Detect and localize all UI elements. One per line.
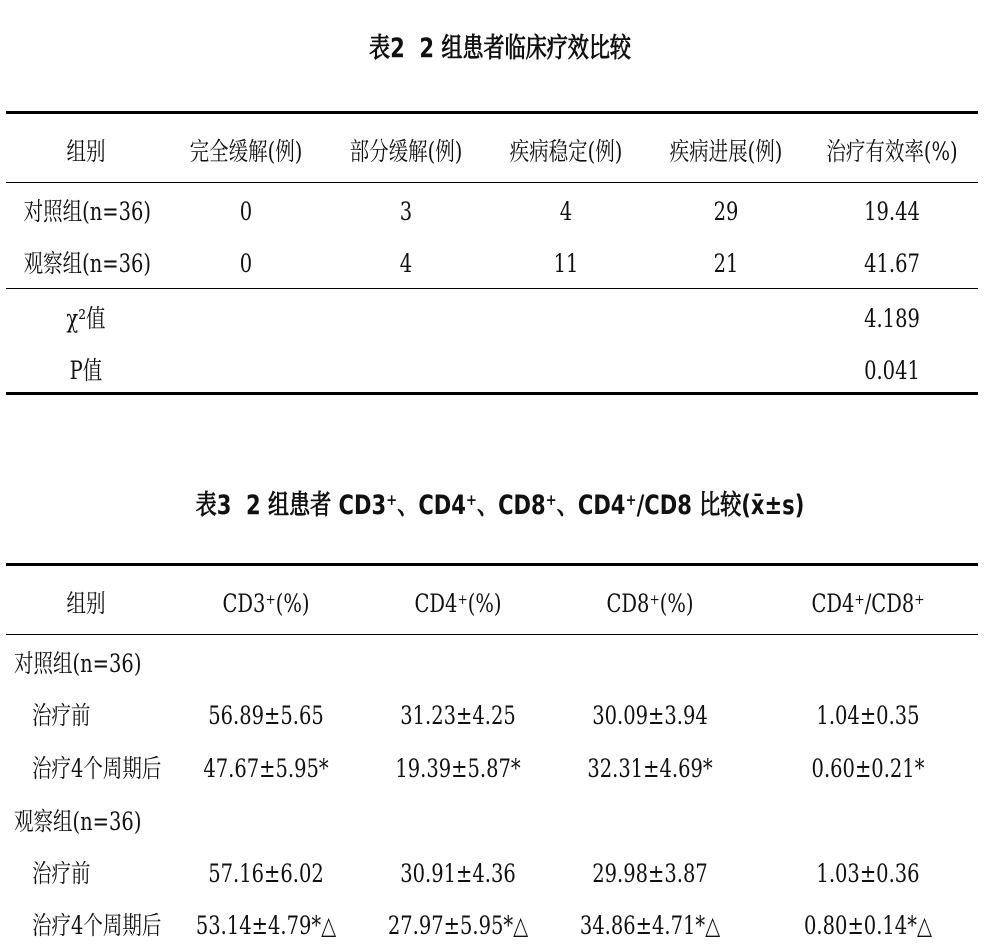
table3-cell: 30.91±4.36 xyxy=(400,859,516,888)
table2-header-pr: 部分缓解(例) xyxy=(349,137,463,166)
table2-stat-label: P值 xyxy=(69,356,103,385)
table3-header-group: 组别 xyxy=(66,589,106,618)
table2-stat-value: 4.189 xyxy=(864,304,920,333)
table2-header-rule xyxy=(6,182,978,183)
table-row xyxy=(6,856,978,892)
table2-stat-label: χ²值 xyxy=(66,304,106,333)
table-row xyxy=(6,646,978,682)
table2-row-group: 对照组(n=36) xyxy=(23,197,152,226)
table2-cell: 21 xyxy=(713,249,739,278)
table2-stats-rule xyxy=(6,288,978,289)
table2-row-group: 观察组(n=36) xyxy=(23,249,152,278)
table2-bottom-rule xyxy=(6,392,978,395)
table3-cell: 19.39±5.87* xyxy=(395,754,521,783)
table2-header-cr: 完全缓解(例) xyxy=(189,137,303,166)
table2-stat-value: 0.041 xyxy=(864,356,920,385)
table3-top-rule xyxy=(6,563,978,566)
table3-row-label: 治疗前 xyxy=(32,701,91,730)
table-row xyxy=(6,751,978,787)
table2-cell: 11 xyxy=(553,249,579,278)
table-row xyxy=(6,698,978,734)
table3-group-label: 观察组(n=36) xyxy=(14,807,142,836)
table2-caption-title: 2 组患者临床疗效比较 xyxy=(419,33,631,64)
table3-header-cd4: CD4⁺(%) xyxy=(414,589,502,618)
table3-header-ratio: CD4⁺/CD8⁺ xyxy=(811,589,925,618)
table2-header-row xyxy=(6,134,978,170)
table-row xyxy=(6,353,978,389)
table3-caption-title: 2 组患者 CD3⁺、CD4⁺、CD8⁺、CD4⁺/CD8 比较(x̄±s) xyxy=(246,490,805,521)
table2-caption-number: 表2 xyxy=(369,33,405,64)
table2-cell: 0 xyxy=(239,249,253,278)
table3-cell: 47.67±5.95* xyxy=(203,754,329,783)
table2-header-group: 组别 xyxy=(66,137,106,166)
table3-caption-number: 表3 xyxy=(195,490,232,521)
table-row xyxy=(6,908,978,944)
table3-cell: 30.09±3.94 xyxy=(592,701,708,730)
table2-cell: 3 xyxy=(399,197,413,226)
table3-group-label: 对照组(n=36) xyxy=(14,649,142,678)
table3-row-label: 治疗4个周期后 xyxy=(32,911,162,940)
table3-cell: 34.86±4.71*△ xyxy=(579,911,721,940)
table2-caption xyxy=(110,26,890,65)
table3-cell: 1.04±0.35 xyxy=(816,701,920,730)
table-row xyxy=(6,194,978,230)
table3-header-rule xyxy=(6,634,978,635)
table3-caption xyxy=(110,483,890,522)
table2-top-rule xyxy=(6,111,978,114)
table3-cell: 57.16±6.02 xyxy=(208,859,324,888)
table2-header-sd: 疾病稳定(例) xyxy=(509,137,623,166)
table3-cell: 0.60±0.21* xyxy=(811,754,925,783)
table3-cell: 31.23±4.25 xyxy=(400,701,516,730)
table3-cell: 56.89±5.65 xyxy=(208,701,324,730)
table3-cell: 0.80±0.14*△ xyxy=(804,911,932,940)
table2-cell: 0 xyxy=(239,197,253,226)
table2-cell: 4 xyxy=(559,197,573,226)
table2-header-pd: 疾病进展(例) xyxy=(669,137,783,166)
table3-cell: 32.31±4.69* xyxy=(587,754,713,783)
table3-cell: 29.98±3.87 xyxy=(592,859,708,888)
table-row xyxy=(6,301,978,337)
table3-cell: 53.14±4.79*△ xyxy=(195,911,337,940)
table3-header-cd8: CD8⁺(%) xyxy=(606,589,694,618)
table3-header-cd3: CD3⁺(%) xyxy=(222,589,310,618)
table-row xyxy=(6,804,978,840)
table-row xyxy=(6,246,978,282)
table3-cell: 27.97±5.95*△ xyxy=(387,911,529,940)
table3-header-row xyxy=(6,586,978,622)
table2-cell: 4 xyxy=(399,249,413,278)
table3-row-label: 治疗前 xyxy=(32,859,91,888)
table2-cell: 41.67 xyxy=(864,249,920,278)
table2-cell: 19.44 xyxy=(864,197,920,226)
table2-header-rate: 治疗有效率(%) xyxy=(826,137,958,166)
table2-cell: 29 xyxy=(713,197,739,226)
table3-row-label: 治疗4个周期后 xyxy=(32,754,162,783)
table3-cell: 1.03±0.36 xyxy=(816,859,920,888)
